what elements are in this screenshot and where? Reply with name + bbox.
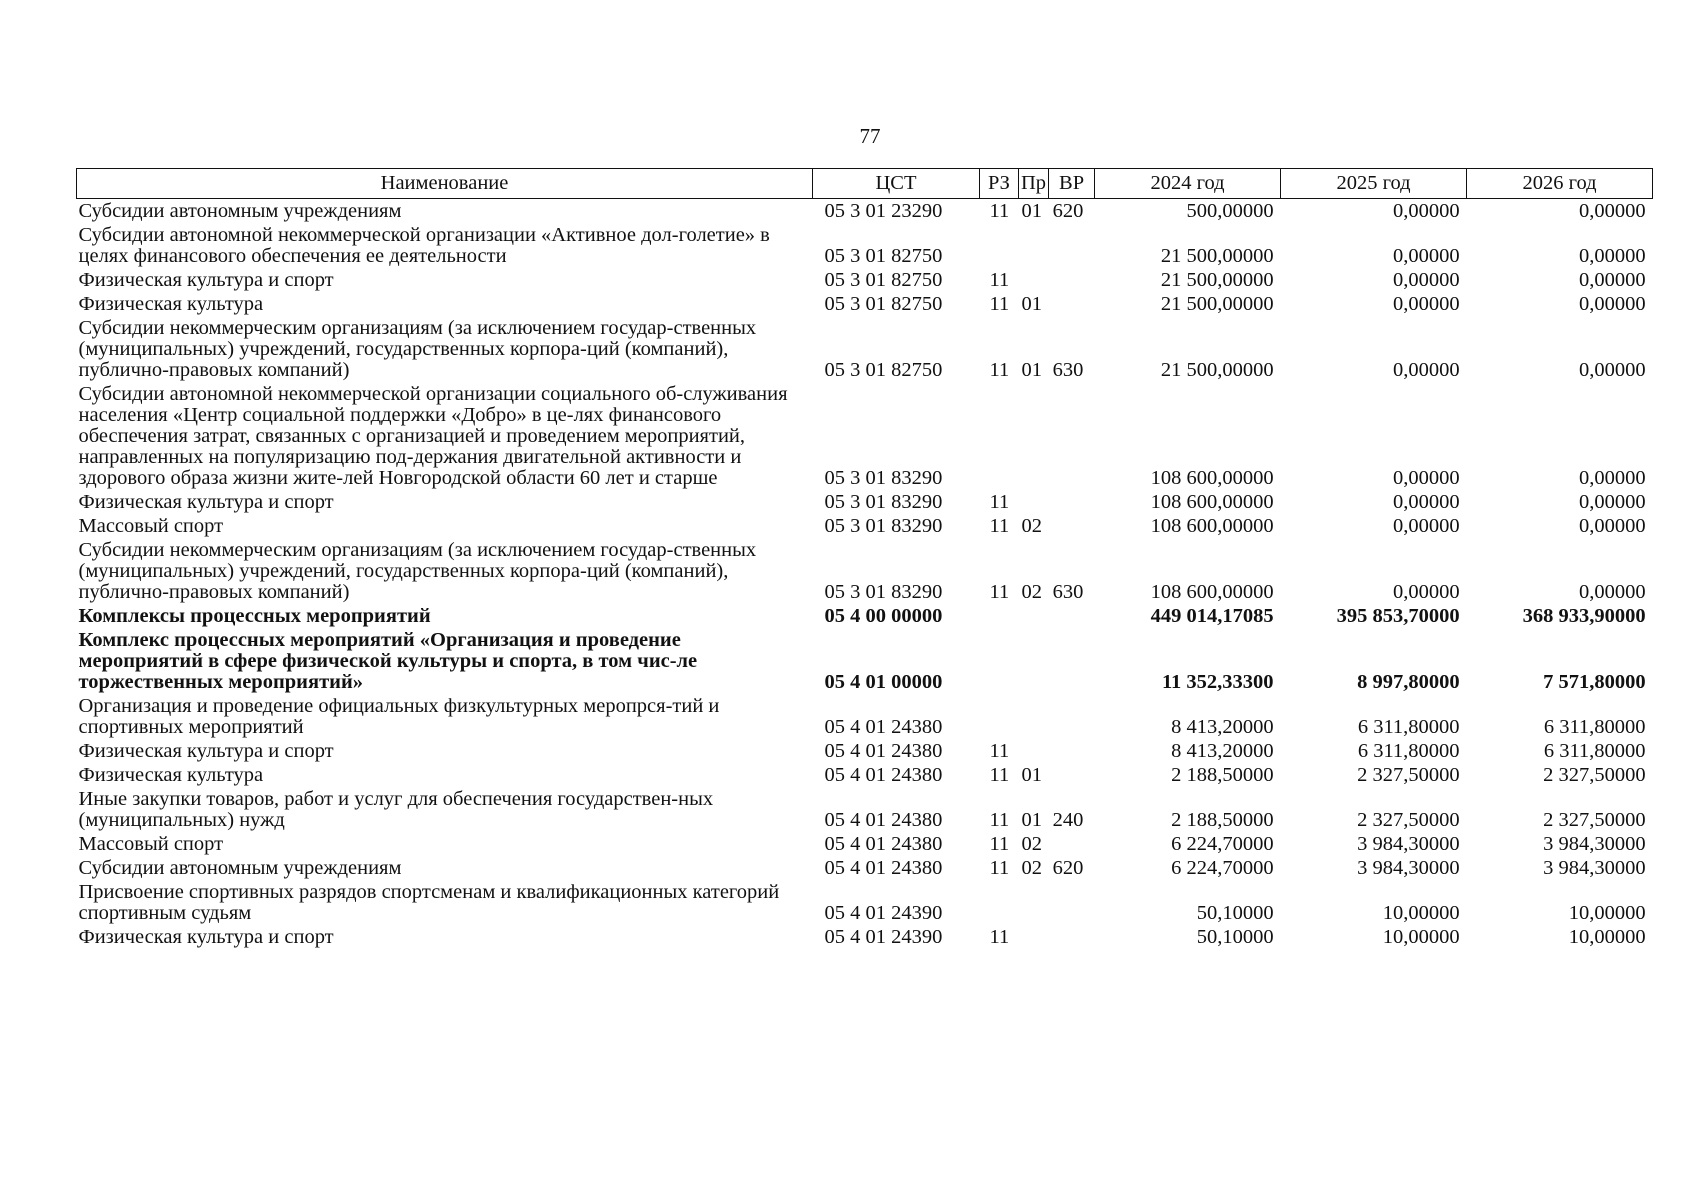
row-vr-code bbox=[1049, 834, 1095, 858]
row-value-2026: 0,00000 bbox=[1578, 491, 1646, 513]
row-rz-code bbox=[980, 606, 1019, 630]
row-value-2025: 6 311,80000 bbox=[1357, 716, 1460, 738]
row-pr-code: 02 bbox=[1021, 833, 1042, 855]
header-2026: 2026 год bbox=[1467, 169, 1653, 199]
row-value-2025: 0,00000 bbox=[1392, 581, 1460, 603]
row-vr-code: 630 bbox=[1052, 359, 1084, 381]
row-value-2026: 10,00000 bbox=[1568, 902, 1646, 924]
row-value-2026: 3 984,30000 bbox=[1543, 833, 1646, 855]
row-value-2025: 0,00000 bbox=[1392, 200, 1460, 222]
row-rz-code: 11 bbox=[989, 200, 1010, 222]
row-vr-code: 240 bbox=[1052, 809, 1084, 831]
row-value-2026: 6 311,80000 bbox=[1543, 716, 1646, 738]
row-rz-code: 11 bbox=[989, 359, 1010, 381]
row-cst-code: 05 4 01 24390 bbox=[824, 926, 943, 948]
row-pr-code bbox=[1019, 225, 1049, 270]
row-name: Физическая культура bbox=[78, 764, 264, 786]
row-rz-code: 11 bbox=[989, 293, 1010, 315]
row-value-2026: 0,00000 bbox=[1578, 293, 1646, 315]
row-value-2025: 395 853,70000 bbox=[1336, 605, 1460, 627]
row-cst-code: 05 4 01 24380 bbox=[824, 809, 943, 831]
row-name: Организация и проведение официальных физкультурных меропрся-тий и спортивных мероприятий bbox=[78, 695, 720, 738]
row-pr-code: 02 bbox=[1021, 857, 1042, 879]
row-value-2025: 3 984,30000 bbox=[1357, 857, 1460, 879]
row-name: Комплексы процессных мероприятий bbox=[78, 605, 431, 627]
row-value-2024: 108 600,00000 bbox=[1150, 515, 1274, 537]
row-rz-code: 11 bbox=[989, 581, 1010, 603]
table-row bbox=[77, 630, 1653, 696]
row-name: Физическая культура bbox=[78, 293, 264, 315]
table-row bbox=[77, 540, 1653, 606]
row-name: Субсидии некоммерческим организациям (за исключением государ-ственных (муниципальных) учреждений, государственных корпора-ций (компаний), публично-правовых компаний) bbox=[78, 539, 757, 603]
table-row bbox=[77, 318, 1653, 384]
row-value-2026: 7 571,80000 bbox=[1543, 671, 1646, 693]
row-vr-code: 620 bbox=[1052, 857, 1084, 879]
row-rz-code: 11 bbox=[989, 926, 1010, 948]
row-vr-code bbox=[1049, 630, 1095, 696]
row-cst-code: 05 3 01 83290 bbox=[824, 581, 943, 603]
row-rz-code: 11 bbox=[989, 833, 1010, 855]
row-value-2024: 6 224,70000 bbox=[1171, 857, 1274, 879]
table-row bbox=[77, 270, 1653, 294]
row-value-2024: 500,00000 bbox=[1186, 200, 1274, 222]
row-value-2024: 108 600,00000 bbox=[1150, 491, 1274, 513]
row-value-2026: 2 327,50000 bbox=[1543, 809, 1646, 831]
row-value-2024: 449 014,17085 bbox=[1150, 605, 1274, 627]
row-pr-code bbox=[1019, 384, 1049, 492]
row-value-2026: 0,00000 bbox=[1578, 245, 1646, 267]
header-cst: ЦСТ bbox=[813, 169, 980, 199]
row-pr-code bbox=[1019, 606, 1049, 630]
table-row bbox=[77, 294, 1653, 318]
row-rz-code bbox=[980, 384, 1019, 492]
row-cst-code: 05 3 01 83290 bbox=[824, 467, 943, 489]
row-name: Субсидии автономной некоммерческой организации «Активное дол-голетие» в целях финансового обеспечения ее деятельности bbox=[78, 224, 770, 267]
row-cst-code: 05 3 01 82750 bbox=[824, 293, 943, 315]
row-vr-code bbox=[1049, 741, 1095, 765]
row-pr-code bbox=[1019, 741, 1049, 765]
row-vr-code bbox=[1049, 270, 1095, 294]
table-row bbox=[77, 741, 1653, 765]
row-value-2026: 2 327,50000 bbox=[1543, 764, 1646, 786]
row-value-2025: 8 997,80000 bbox=[1357, 671, 1460, 693]
row-value-2025: 0,00000 bbox=[1392, 491, 1460, 513]
row-name: Физическая культура и спорт bbox=[78, 926, 334, 948]
budget-table-container bbox=[76, 168, 1653, 951]
row-value-2025: 10,00000 bbox=[1382, 902, 1460, 924]
row-cst-code: 05 3 01 83290 bbox=[824, 491, 943, 513]
row-pr-code: 01 bbox=[1021, 293, 1042, 315]
row-value-2026: 0,00000 bbox=[1578, 467, 1646, 489]
row-name: Субсидии автономной некоммерческой организации социального об-служивания населения «Центр социальной поддержки «Добро» в це-лях финансового обеспечения затрат, связанных с организацией и проведением мероприятий, направленных на популяризацию под-держания двигательной активности и здорового образа жизни жите-лей Новгородской области 60 лет и старше bbox=[78, 383, 788, 489]
row-value-2025: 2 327,50000 bbox=[1357, 764, 1460, 786]
row-cst-code: 05 4 01 24380 bbox=[824, 740, 943, 762]
row-vr-code bbox=[1049, 765, 1095, 789]
row-value-2024: 108 600,00000 bbox=[1150, 467, 1274, 489]
row-pr-code: 01 bbox=[1021, 200, 1042, 222]
row-name: Субсидии некоммерческим организациям (за исключением государ-ственных (муниципальных) учреждений, государственных корпора-ций (компаний), публично-правовых компаний) bbox=[78, 317, 757, 381]
table-row bbox=[77, 882, 1653, 927]
row-rz-code bbox=[980, 225, 1019, 270]
table-row bbox=[77, 789, 1653, 834]
row-cst-code: 05 4 01 24380 bbox=[824, 833, 943, 855]
row-value-2024: 8 413,20000 bbox=[1171, 716, 1274, 738]
row-value-2025: 0,00000 bbox=[1392, 293, 1460, 315]
header-vr: ВР bbox=[1049, 169, 1095, 199]
row-vr-code bbox=[1049, 225, 1095, 270]
row-pr-code: 02 bbox=[1021, 581, 1042, 603]
row-cst-code: 05 3 01 82750 bbox=[824, 359, 943, 381]
row-vr-code bbox=[1049, 882, 1095, 927]
row-value-2026: 0,00000 bbox=[1578, 359, 1646, 381]
row-pr-code: 01 bbox=[1021, 764, 1042, 786]
row-value-2024: 21 500,00000 bbox=[1160, 245, 1274, 267]
table-row bbox=[77, 606, 1653, 630]
row-rz-code: 11 bbox=[989, 764, 1010, 786]
table-body bbox=[77, 199, 1653, 952]
row-vr-code bbox=[1049, 927, 1095, 951]
row-cst-code: 05 4 01 00000 bbox=[824, 671, 943, 693]
row-vr-code bbox=[1049, 492, 1095, 516]
row-cst-code: 05 3 01 83290 bbox=[824, 515, 943, 537]
table-row bbox=[77, 765, 1653, 789]
row-cst-code: 05 4 00 00000 bbox=[824, 605, 943, 627]
row-cst-code: 05 3 01 23290 bbox=[824, 200, 943, 222]
row-value-2025: 0,00000 bbox=[1392, 269, 1460, 291]
row-value-2026: 3 984,30000 bbox=[1543, 857, 1646, 879]
row-value-2025: 0,00000 bbox=[1392, 245, 1460, 267]
row-value-2024: 50,10000 bbox=[1196, 926, 1274, 948]
row-value-2025: 0,00000 bbox=[1392, 467, 1460, 489]
row-cst-code: 05 3 01 82750 bbox=[824, 269, 943, 291]
row-pr-code bbox=[1019, 696, 1049, 741]
row-name: Субсидии автономным учреждениям bbox=[78, 857, 402, 879]
row-value-2026: 0,00000 bbox=[1578, 581, 1646, 603]
row-name: Физическая культура и спорт bbox=[78, 491, 334, 513]
row-value-2025: 0,00000 bbox=[1392, 515, 1460, 537]
row-name: Субсидии автономным учреждениям bbox=[78, 200, 402, 222]
row-pr-code bbox=[1019, 927, 1049, 951]
table-row bbox=[77, 858, 1653, 882]
row-name: Массовый спорт bbox=[78, 515, 224, 537]
row-pr-code bbox=[1019, 492, 1049, 516]
row-pr-code bbox=[1019, 882, 1049, 927]
row-value-2025: 10,00000 bbox=[1382, 926, 1460, 948]
row-vr-code bbox=[1049, 606, 1095, 630]
row-value-2024: 21 500,00000 bbox=[1160, 269, 1274, 291]
row-value-2025: 2 327,50000 bbox=[1357, 809, 1460, 831]
row-rz-code bbox=[980, 882, 1019, 927]
header-2024: 2024 год bbox=[1095, 169, 1281, 199]
table-row bbox=[77, 516, 1653, 540]
table-row bbox=[77, 696, 1653, 741]
row-vr-code bbox=[1049, 384, 1095, 492]
row-value-2025: 0,00000 bbox=[1392, 359, 1460, 381]
row-rz-code: 11 bbox=[989, 809, 1010, 831]
row-cst-code: 05 4 01 24380 bbox=[824, 857, 943, 879]
table-row bbox=[77, 384, 1653, 492]
table-row bbox=[77, 927, 1653, 951]
budget-table bbox=[76, 168, 1653, 951]
row-rz-code bbox=[980, 630, 1019, 696]
row-vr-code bbox=[1049, 516, 1095, 540]
header-name: Наименование bbox=[77, 169, 813, 199]
row-value-2024: 2 188,50000 bbox=[1171, 764, 1274, 786]
row-name: Физическая культура и спорт bbox=[78, 269, 334, 291]
row-rz-code: 11 bbox=[989, 515, 1010, 537]
row-value-2024: 50,10000 bbox=[1196, 902, 1274, 924]
row-value-2025: 3 984,30000 bbox=[1357, 833, 1460, 855]
row-name: Физическая культура и спорт bbox=[78, 740, 334, 762]
header-rz: РЗ bbox=[980, 169, 1019, 199]
table-row bbox=[77, 199, 1653, 226]
row-vr-code: 630 bbox=[1052, 581, 1084, 603]
row-value-2026: 0,00000 bbox=[1578, 200, 1646, 222]
table-row bbox=[77, 834, 1653, 858]
row-value-2024: 108 600,00000 bbox=[1150, 581, 1274, 603]
row-value-2024: 21 500,00000 bbox=[1160, 359, 1274, 381]
row-name: Комплекс процессных мероприятий «Организация и проведение мероприятий в сфере физической культуры и спорта, в том чис-ле торжественных мероприятий» bbox=[78, 629, 698, 693]
row-name: Иные закупки товаров, работ и услуг для обеспечения государствен-ных (муниципальных) нужд bbox=[78, 788, 714, 831]
row-value-2026: 0,00000 bbox=[1578, 515, 1646, 537]
page-number: 77 bbox=[859, 124, 881, 148]
row-value-2024: 11 352,33300 bbox=[1161, 671, 1274, 693]
header-2025: 2025 год bbox=[1281, 169, 1467, 199]
row-name: Массовый спорт bbox=[78, 833, 224, 855]
row-vr-code bbox=[1049, 294, 1095, 318]
table-row bbox=[77, 492, 1653, 516]
row-value-2024: 21 500,00000 bbox=[1160, 293, 1274, 315]
row-cst-code: 05 4 01 24380 bbox=[824, 764, 943, 786]
row-rz-code: 11 bbox=[989, 857, 1010, 879]
row-value-2025: 6 311,80000 bbox=[1357, 740, 1460, 762]
table-row bbox=[77, 225, 1653, 270]
row-value-2026: 6 311,80000 bbox=[1543, 740, 1646, 762]
row-value-2024: 6 224,70000 bbox=[1171, 833, 1274, 855]
row-cst-code: 05 4 01 24380 bbox=[824, 716, 943, 738]
row-pr-code: 01 bbox=[1021, 809, 1042, 831]
row-vr-code bbox=[1049, 696, 1095, 741]
row-pr-code: 01 bbox=[1021, 359, 1042, 381]
row-rz-code: 11 bbox=[989, 491, 1010, 513]
row-value-2024: 8 413,20000 bbox=[1171, 740, 1274, 762]
row-rz-code: 11 bbox=[989, 740, 1010, 762]
row-value-2026: 10,00000 bbox=[1568, 926, 1646, 948]
row-vr-code: 620 bbox=[1052, 200, 1084, 222]
row-pr-code: 02 bbox=[1021, 515, 1042, 537]
row-rz-code: 11 bbox=[989, 269, 1010, 291]
row-pr-code bbox=[1019, 630, 1049, 696]
header-pr: Пр bbox=[1019, 169, 1049, 199]
row-cst-code: 05 4 01 24390 bbox=[824, 902, 943, 924]
row-pr-code bbox=[1019, 270, 1049, 294]
row-value-2026: 368 933,90000 bbox=[1522, 605, 1646, 627]
table-header-row bbox=[77, 169, 1653, 199]
row-value-2024: 2 188,50000 bbox=[1171, 809, 1274, 831]
row-name: Присвоение спортивных разрядов спортсменам и квалификационных категорий спортивным судьям bbox=[78, 881, 780, 924]
row-rz-code bbox=[980, 696, 1019, 741]
row-cst-code: 05 3 01 82750 bbox=[824, 245, 943, 267]
row-value-2026: 0,00000 bbox=[1578, 269, 1646, 291]
